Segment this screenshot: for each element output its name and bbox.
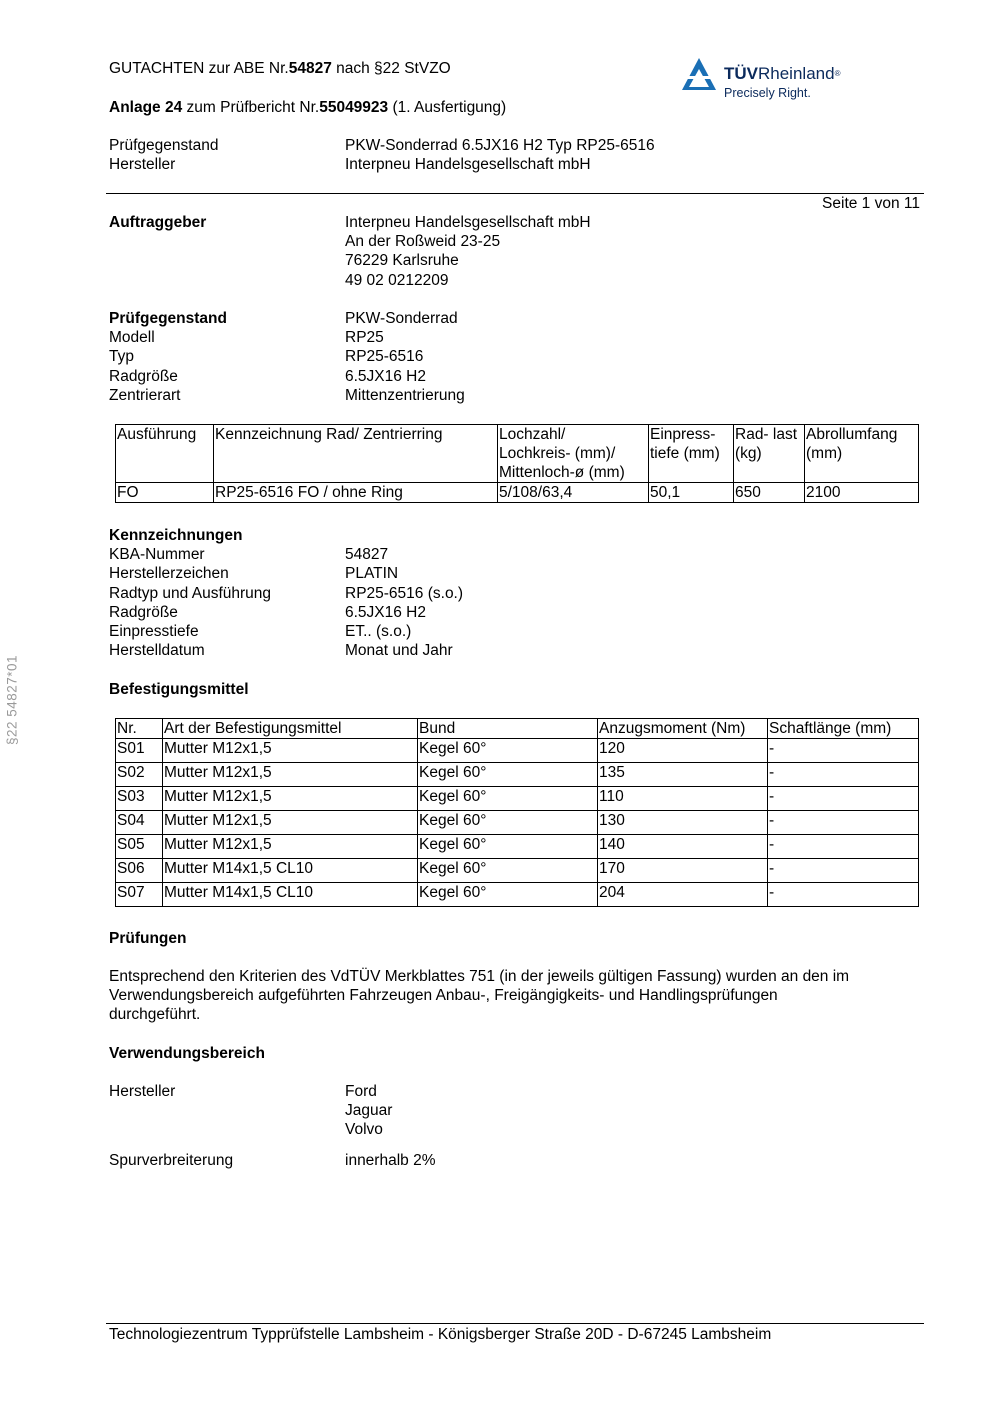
test-object-value: PKW-Sonderrad: [345, 310, 458, 327]
client-line: Interpneu Handelsgesellschaft mbH: [345, 214, 591, 231]
table-cell: Mutter M12x1,5: [163, 811, 418, 835]
test-object-label: Zentrierart: [109, 386, 181, 404]
test-object-label: Radgröße: [109, 367, 178, 385]
table-header-cell: Bund: [418, 719, 598, 739]
table-header-cell: Ausführung: [116, 425, 214, 483]
marking-label: Herstellerzeichen: [109, 565, 229, 583]
table-cell: -: [768, 811, 919, 835]
table-cell: -: [768, 835, 919, 859]
table-cell: 204: [598, 883, 768, 907]
test-object-values: [345, 309, 465, 405]
table-header-cell: Einpress- tiefe (mm): [649, 425, 734, 483]
markings-heading: Kennzeichnungen: [109, 527, 243, 544]
table-row: [116, 787, 919, 811]
table-cell: 650: [734, 483, 805, 503]
test-object-labels: [109, 309, 227, 405]
table-cell: S01: [116, 739, 163, 763]
table-cell: Mutter M12x1,5: [163, 787, 418, 811]
table-row: [116, 739, 919, 763]
table-cell: 120: [598, 739, 768, 763]
table-header-cell: Abrollumfang (mm): [805, 425, 919, 483]
client-line: 49 02 0212209: [345, 271, 449, 289]
document-title: GUTACHTEN zur ABE Nr.54827 nach §22 StVZO: [109, 60, 451, 77]
tests-line: Entsprechend den Kriterien des VdTÜV Merkblattes 751 (in der jeweils gültigen Fassung) wurden an den im: [109, 968, 850, 985]
table-cell: Mutter M14x1,5 CL10: [163, 883, 418, 907]
subject-value: PKW-Sonderrad 6.5JX16 H2 Typ RP25-6516: [345, 137, 655, 154]
tests-line: durchgeführt.: [109, 1006, 201, 1024]
table-cell: 5/108/63,4: [498, 483, 649, 503]
marking-label: KBA-Nummer: [109, 546, 205, 564]
subject-label: Prüfgegenstand: [109, 137, 219, 154]
table-cell: Mutter M14x1,5 CL10: [163, 859, 418, 883]
table-cell: Kegel 60°: [418, 811, 598, 835]
table-header-cell: Nr.: [116, 719, 163, 739]
client-label: Auftraggeber: [109, 214, 207, 231]
table-cell: Mutter M12x1,5: [163, 835, 418, 859]
table-cell: 140: [598, 835, 768, 859]
table-cell: 130: [598, 811, 768, 835]
table-cell: -: [768, 763, 919, 787]
test-object-value: Mittenzentrierung: [345, 386, 465, 404]
table-row: [116, 763, 919, 787]
marking-label: Radgröße: [109, 603, 178, 621]
track-widening-value: innerhalb 2%: [345, 1152, 436, 1169]
marking-label: Radtyp und Ausführung: [109, 584, 272, 602]
table-cell: Kegel 60°: [418, 859, 598, 883]
table-cell: Kegel 60°: [418, 883, 598, 907]
test-object-label: Modell: [109, 329, 155, 347]
test-object-heading: Prüfgegenstand: [109, 310, 227, 327]
marking-value: 54827: [345, 546, 389, 564]
table-cell: Kegel 60°: [418, 739, 598, 763]
tests-paragraph: [109, 967, 849, 1025]
marking-value: PLATIN: [345, 565, 399, 583]
fasteners-table: [115, 718, 919, 907]
fasteners-heading: Befestigungsmittel: [109, 681, 249, 698]
marking-value: 6.5JX16 H2: [345, 603, 426, 621]
usage-maker: Volvo: [345, 1121, 383, 1139]
table-cell: 170: [598, 859, 768, 883]
table-cell: S07: [116, 883, 163, 907]
usage-heading: Verwendungsbereich: [109, 1045, 265, 1062]
logo-tagline: Precisely Right.: [724, 86, 811, 100]
track-widening-label: Spurverbreiterung: [109, 1152, 234, 1169]
table-cell: Kegel 60°: [418, 787, 598, 811]
footer-divider: [106, 1323, 924, 1324]
table-row: [116, 883, 919, 907]
table-header-cell: Kennzeichnung Rad/ Zentrierring: [214, 425, 498, 483]
marking-label: Herstelldatum: [109, 642, 205, 660]
variant-table: [115, 424, 919, 503]
table-row: [116, 811, 919, 835]
table-cell: S03: [116, 787, 163, 811]
table-cell: S06: [116, 859, 163, 883]
usage-maker: Jaguar: [345, 1102, 393, 1120]
marking-value: RP25-6516 (s.o.): [345, 584, 464, 602]
table-cell: FO: [116, 483, 214, 503]
annex-line: Anlage 24 zum Prüfbericht Nr.55049923 (1. Ausfertigung): [109, 99, 507, 116]
page-number: Seite 1 von 11: [822, 195, 920, 212]
table-cell: 50,1: [649, 483, 734, 503]
test-object-value: RP25: [345, 329, 384, 347]
table-header-cell: Lochzahl/ Lochkreis- (mm)/ Mittenloch-ø (mm): [498, 425, 649, 483]
tests-heading: Prüfungen: [109, 930, 187, 947]
table-cell: S05: [116, 835, 163, 859]
tests-line: Verwendungsbereich aufgeführten Fahrzeugen Anbau-, Freigängigkeits- und Handlingsprüfungen: [109, 987, 778, 1005]
client-line: 76229 Karlsruhe: [345, 252, 459, 270]
table-header-cell: Anzugsmoment (Nm): [598, 719, 768, 739]
markings-values: [345, 545, 463, 660]
table-cell: -: [768, 739, 919, 763]
table-cell: Kegel 60°: [418, 835, 598, 859]
usage-makers: [345, 1082, 392, 1140]
table-cell: 135: [598, 763, 768, 787]
table-cell: S04: [116, 811, 163, 835]
client-address: [345, 213, 591, 290]
client-line: An der Roßweid 23-25: [345, 233, 501, 251]
table-cell: Kegel 60°: [418, 763, 598, 787]
table-header-row: [116, 425, 919, 483]
table-header-cell: Schaftlänge (mm): [768, 719, 919, 739]
table-row: [116, 835, 919, 859]
test-object-value: RP25-6516: [345, 348, 424, 366]
markings-labels: [109, 526, 271, 660]
maker-value: Interpneu Handelsgesellschaft mbH: [345, 156, 591, 173]
table-row: [116, 859, 919, 883]
table-row: [116, 483, 919, 503]
table-header-row: [116, 719, 919, 739]
test-object-label: Typ: [109, 348, 134, 366]
table-header-cell: Art der Befestigungsmittel: [163, 719, 418, 739]
table-cell: Mutter M12x1,5: [163, 763, 418, 787]
tuv-rheinland-logo: [680, 54, 870, 104]
table-cell: RP25-6516 FO / ohne Ring: [214, 483, 498, 503]
table-cell: -: [768, 859, 919, 883]
tuv-triangle-icon: [680, 56, 718, 92]
maker-label: Hersteller: [109, 156, 176, 173]
side-reference-note: §22 54827*01: [4, 654, 20, 746]
usage-maker-label: Hersteller: [109, 1083, 176, 1100]
table-cell: S02: [116, 763, 163, 787]
table-cell: 2100: [805, 483, 919, 503]
table-header-cell: Rad- last (kg): [734, 425, 805, 483]
logo-wordmark: TÜVRheinland®: [724, 64, 841, 83]
marking-label: Einpresstiefe: [109, 623, 199, 641]
table-cell: -: [768, 883, 919, 907]
usage-maker: Ford: [345, 1083, 377, 1100]
table-cell: Mutter M12x1,5: [163, 739, 418, 763]
header-divider: [106, 193, 924, 194]
marking-value: ET.. (s.o.): [345, 623, 412, 640]
table-cell: 110: [598, 787, 768, 811]
test-object-value: 6.5JX16 H2: [345, 367, 426, 385]
footer-text: Technologiezentrum Typprüfstelle Lambsheim - Königsberger Straße 20D - D-67245 Lambsheim: [109, 1326, 772, 1343]
marking-value: Monat und Jahr: [345, 642, 453, 660]
table-cell: -: [768, 787, 919, 811]
